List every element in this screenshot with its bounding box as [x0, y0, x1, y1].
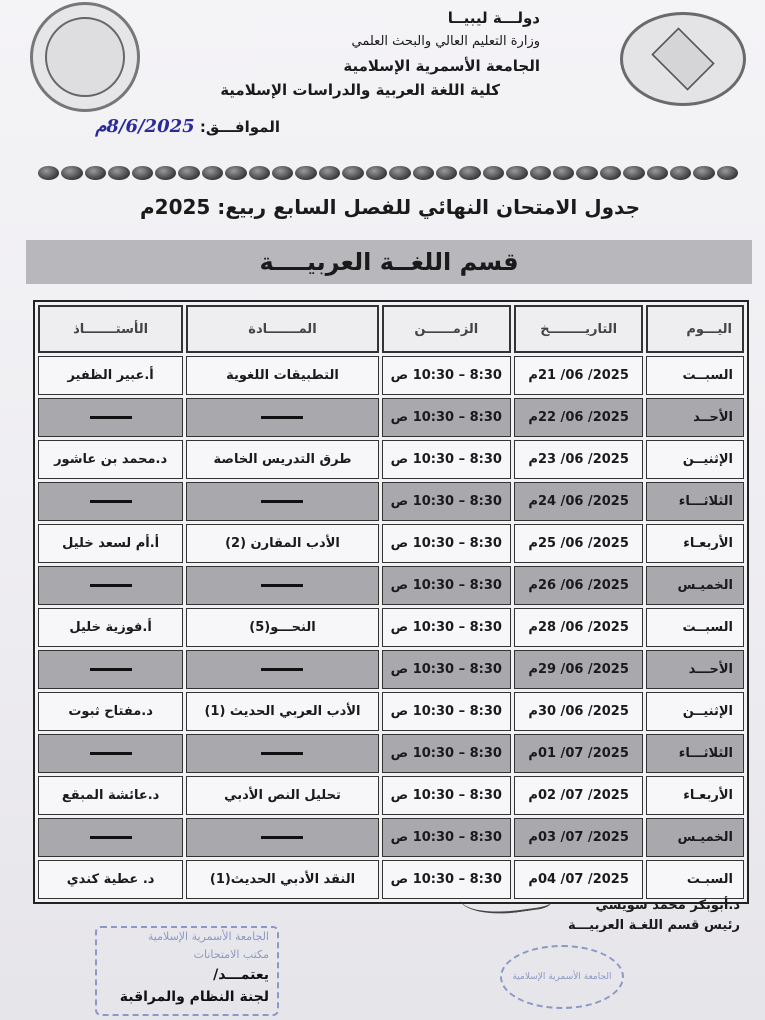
- cell-subject: طرق التدريس الخاصة: [186, 440, 379, 479]
- cell-time: 8:30 – 10:30 ص: [382, 818, 511, 857]
- empty-dash: [261, 836, 303, 839]
- cell-date: 2025/ 06/ 24م: [514, 482, 643, 521]
- divider-bead: [553, 166, 574, 180]
- cell-date: 2025/ 07/ 01م: [514, 734, 643, 773]
- cell-date: 2025/ 06/ 28م: [514, 608, 643, 647]
- empty-dash: [261, 668, 303, 671]
- cell-time: 8:30 – 10:30 ص: [382, 566, 511, 605]
- table-row: [38, 398, 744, 437]
- department-name: قسم اللغــة العربيــــة: [259, 248, 519, 276]
- decorative-divider: [38, 160, 738, 186]
- cell-teacher: أ.فوزية خليل: [38, 608, 183, 647]
- cell-day: الأحـــد: [646, 650, 744, 689]
- cell-time: 8:30 – 10:30 ص: [382, 356, 511, 395]
- cell-day: السبــت: [646, 356, 744, 395]
- cell-time: 8:30 – 10:30 ص: [382, 440, 511, 479]
- cell-date: 2025/ 07/ 02م: [514, 776, 643, 815]
- cell-day: الإثنيــن: [646, 440, 744, 479]
- divider-bead: [108, 166, 129, 180]
- cell-subject: الأدب العربي الحديث (1): [186, 692, 379, 731]
- col-header-teacher: الأستـــــــاذ: [38, 305, 183, 353]
- divider-bead: [647, 166, 668, 180]
- signer-title: رئيس قسم اللغـة العربيـــة: [567, 918, 740, 933]
- cell-teacher: [38, 398, 183, 437]
- cell-teacher: أ.عبير الظفير: [38, 356, 183, 395]
- signer-name: د.أبوبكر محمد سويسي: [595, 898, 740, 913]
- divider-bead: [576, 166, 597, 180]
- divider-bead: [132, 166, 153, 180]
- table-row: [38, 776, 744, 815]
- divider-bead: [389, 166, 410, 180]
- cell-subject: [186, 566, 379, 605]
- table-row: [38, 524, 744, 563]
- university-name: الجامعة الأسمرية الإسلامية: [343, 57, 540, 75]
- cell-subject: [186, 398, 379, 437]
- empty-dash: [90, 500, 132, 503]
- cell-day: الأربعـاء: [646, 776, 744, 815]
- col-header-day: اليـــوم: [646, 305, 744, 353]
- cell-teacher: د.محمد بن عاشور: [38, 440, 183, 479]
- department-head-signature: [440, 896, 740, 936]
- cell-day: الثلاثـــاء: [646, 482, 744, 521]
- table-row: [38, 440, 744, 479]
- cell-subject: [186, 650, 379, 689]
- cell-subject: الأدب المقارن (2): [186, 524, 379, 563]
- divider-bead: [530, 166, 551, 180]
- round-stamp-text: الجامعة الأسمرية الإسلامية: [512, 972, 612, 982]
- cell-date: 2025/ 07/ 03م: [514, 818, 643, 857]
- cell-day: الخميـس: [646, 566, 744, 605]
- cell-subject: [186, 482, 379, 521]
- divider-bead: [366, 166, 387, 180]
- cell-subject: [186, 734, 379, 773]
- divider-bead: [459, 166, 480, 180]
- university-seal-logo: [620, 12, 746, 106]
- cell-teacher: [38, 818, 183, 857]
- table-row: [38, 608, 744, 647]
- divider-bead: [272, 166, 293, 180]
- empty-dash: [261, 500, 303, 503]
- cell-date: 2025/ 06/ 30م: [514, 692, 643, 731]
- divider-bead: [483, 166, 504, 180]
- cell-subject: النقد الأدبي الحديث(1): [186, 860, 379, 899]
- empty-dash: [90, 416, 132, 419]
- university-round-stamp: [500, 945, 624, 1009]
- cell-time: 8:30 – 10:30 ص: [382, 734, 511, 773]
- ministry-name: وزارة التعليم العالي والبحث العلمي: [351, 34, 540, 49]
- cell-subject: التطبيقات اللغوية: [186, 356, 379, 395]
- cell-date: 2025/ 06/ 26م: [514, 566, 643, 605]
- college-seal-logo: [30, 2, 140, 112]
- table-row: [38, 566, 744, 605]
- cell-time: 8:30 – 10:30 ص: [382, 398, 511, 437]
- cell-date: 2025/ 06/ 23م: [514, 440, 643, 479]
- col-header-subject: المـــــــادة: [186, 305, 379, 353]
- committee-name: لجنة النظام والمراقبة: [119, 989, 269, 1005]
- divider-bead: [436, 166, 457, 180]
- cell-time: 8:30 – 10:30 ص: [382, 692, 511, 731]
- document-date: [60, 116, 280, 137]
- divider-bead: [295, 166, 316, 180]
- exam-schedule-table: [33, 300, 749, 904]
- cell-day: الأحــد: [646, 398, 744, 437]
- divider-bead: [178, 166, 199, 180]
- stamp-office-text: مكتب الامتحانات: [193, 948, 269, 961]
- empty-dash: [90, 584, 132, 587]
- cell-teacher: [38, 566, 183, 605]
- department-banner: [26, 240, 752, 284]
- divider-bead: [623, 166, 644, 180]
- empty-dash: [261, 416, 303, 419]
- table-row: [38, 356, 744, 395]
- cell-day: الثلاثـــاء: [646, 734, 744, 773]
- cell-day: الإثنيــن: [646, 692, 744, 731]
- approve-label: يعتمـــد/: [213, 967, 269, 983]
- divider-bead: [38, 166, 59, 180]
- empty-dash: [90, 836, 132, 839]
- table-row: [38, 818, 744, 857]
- table-row: [38, 482, 744, 521]
- cell-time: 8:30 – 10:30 ص: [382, 860, 511, 899]
- divider-bead: [61, 166, 82, 180]
- table-row: [38, 860, 744, 899]
- empty-dash: [90, 668, 132, 671]
- state-name: دولـــة ليبيــا: [447, 9, 540, 27]
- cell-teacher: د.مفتاح ثبوت: [38, 692, 183, 731]
- cell-time: 8:30 – 10:30 ص: [382, 776, 511, 815]
- divider-bead: [670, 166, 691, 180]
- divider-bead: [202, 166, 223, 180]
- cell-day: الأربعـاء: [646, 524, 744, 563]
- cell-subject: [186, 818, 379, 857]
- cell-time: 8:30 – 10:30 ص: [382, 608, 511, 647]
- divider-bead: [506, 166, 527, 180]
- cell-date: 2025/ 06/ 21م: [514, 356, 643, 395]
- date-label: الموافـــق:: [199, 118, 280, 136]
- cell-day: الخميـس: [646, 818, 744, 857]
- cell-day: السبــت: [646, 608, 744, 647]
- divider-bead: [717, 166, 738, 180]
- divider-bead: [600, 166, 621, 180]
- col-header-date: التاريــــــــخ: [514, 305, 643, 353]
- cell-subject: النحـــو(5): [186, 608, 379, 647]
- empty-dash: [261, 752, 303, 755]
- divider-bead: [693, 166, 714, 180]
- cell-teacher: [38, 650, 183, 689]
- letterhead: [210, 6, 540, 102]
- exams-office-stamp: [95, 926, 279, 1016]
- cell-date: 2025/ 06/ 25م: [514, 524, 643, 563]
- divider-bead: [225, 166, 246, 180]
- divider-bead: [413, 166, 434, 180]
- divider-bead: [342, 166, 363, 180]
- stamp-university-text: الجامعة الأسمرية الإسلامية: [147, 930, 269, 943]
- cell-subject: تحليل النص الأدبي: [186, 776, 379, 815]
- page-title: جدول الامتحان النهائي للفصل السابع ربيع: 2025م: [139, 195, 641, 219]
- table-row: [38, 692, 744, 731]
- cell-day: السبـت: [646, 860, 744, 899]
- divider-bead: [85, 166, 106, 180]
- cell-teacher: د. عطية كندي: [38, 860, 183, 899]
- cell-time: 8:30 – 10:30 ص: [382, 650, 511, 689]
- table-row: [38, 650, 744, 689]
- cell-time: 8:30 – 10:30 ص: [382, 482, 511, 521]
- college-name: كلية اللغة العربية والدراسات الإسلامية: [220, 81, 500, 99]
- date-value: 8/6/2025م: [95, 116, 195, 137]
- divider-bead: [155, 166, 176, 180]
- cell-teacher: أ.أم لسعد خليل: [38, 524, 183, 563]
- table-header-row: [38, 305, 744, 353]
- cell-teacher: [38, 482, 183, 521]
- col-header-time: الزمــــــن: [382, 305, 511, 353]
- divider-bead: [249, 166, 270, 180]
- empty-dash: [261, 584, 303, 587]
- cell-date: 2025/ 06/ 22م: [514, 398, 643, 437]
- cell-time: 8:30 – 10:30 ص: [382, 524, 511, 563]
- table-row: [38, 734, 744, 773]
- empty-dash: [90, 752, 132, 755]
- cell-date: 2025/ 06/ 29م: [514, 650, 643, 689]
- cell-teacher: د.عائشة المبقع: [38, 776, 183, 815]
- cell-teacher: [38, 734, 183, 773]
- cell-date: 2025/ 07/ 04م: [514, 860, 643, 899]
- divider-bead: [319, 166, 340, 180]
